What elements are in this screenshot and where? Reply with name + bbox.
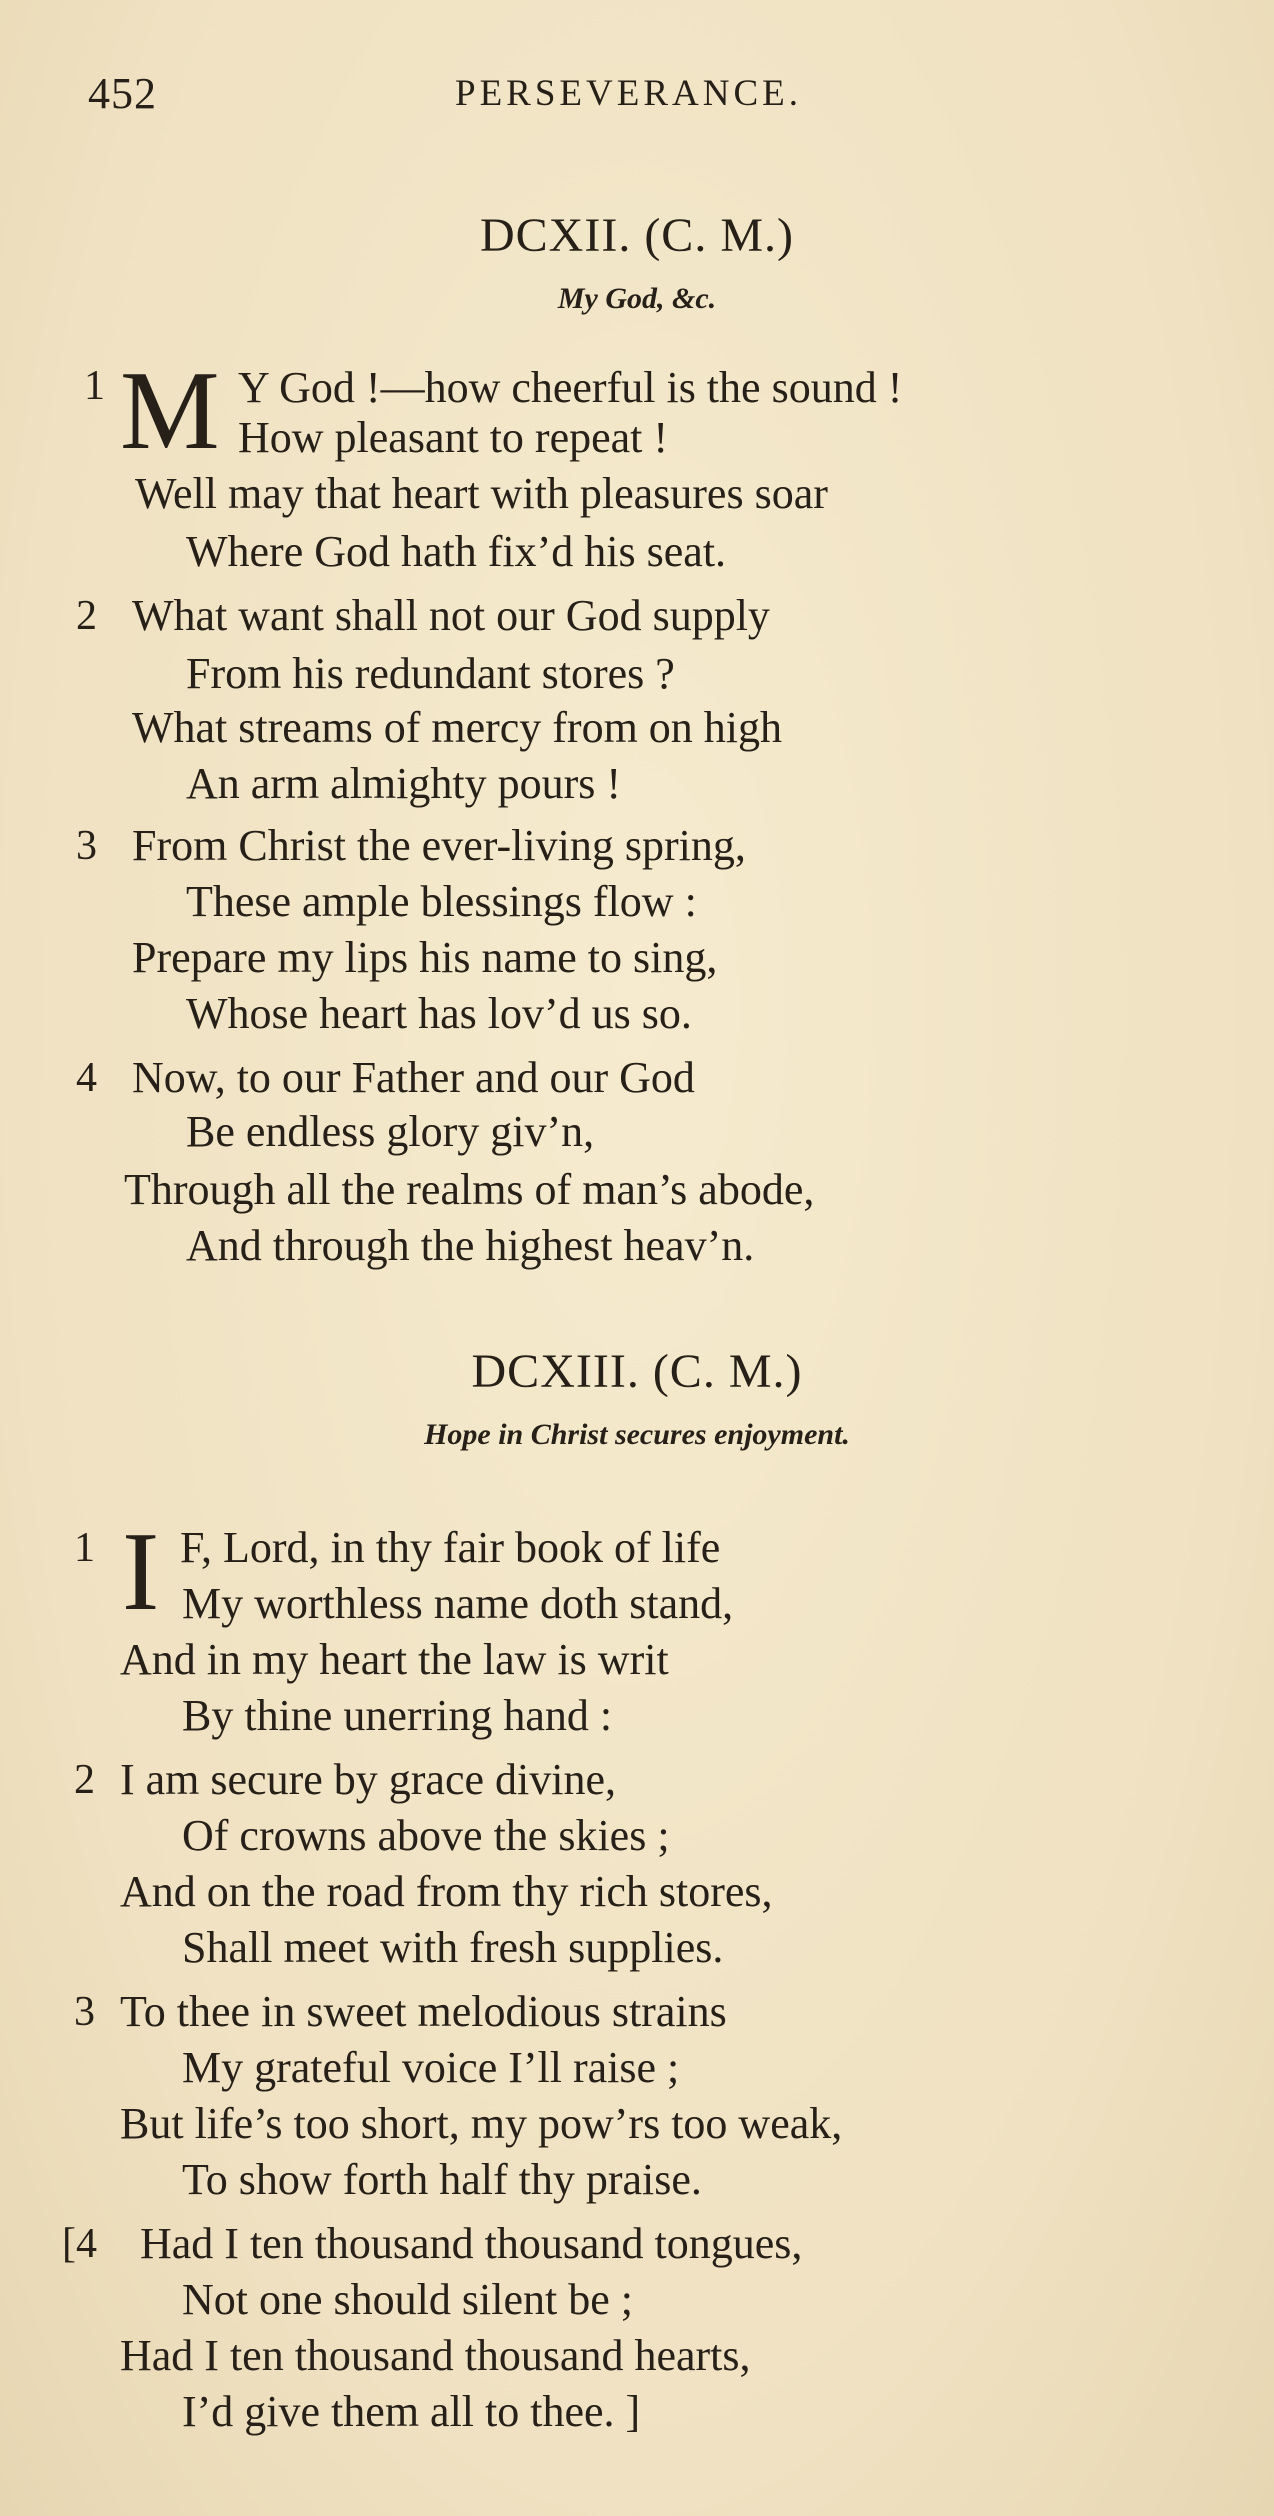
verse-line: What streams of mercy from on high <box>132 703 783 752</box>
verse-line: To show forth half thy praise. <box>182 2155 702 2204</box>
verse-line: What want shall not our God supply <box>132 591 770 640</box>
hymn-number: DCXIII. (C. M.) <box>471 1345 803 1398</box>
verse-line: And through the highest heav’n. <box>186 1221 755 1270</box>
verse-number: 2 <box>76 593 97 639</box>
verse-line: And in my heart the law is writ <box>120 1635 669 1684</box>
verse-line: From Christ the ever-living spring, <box>132 821 746 870</box>
verse-line: To thee in sweet melodious strains <box>120 1987 727 2036</box>
verse-line: And on the road from thy rich stores, <box>120 1867 773 1916</box>
verse-line: My worthless name doth stand, <box>182 1579 734 1628</box>
verse-line: These ample blessings flow : <box>186 877 697 926</box>
verse-line: F, Lord, in thy fair book of life <box>180 1523 721 1572</box>
verse-line: By thine unerring hand : <box>182 1691 613 1740</box>
verse-line: An arm almighty pours ! <box>186 759 622 808</box>
hymn-subtitle: Hope in Christ secures enjoyment. <box>424 1418 850 1451</box>
verse-line: From his redundant stores ? <box>186 649 675 698</box>
verse-line: I’d give them all to thee. ] <box>182 2387 641 2436</box>
verse-line: I am secure by grace divine, <box>120 1755 616 1804</box>
verse-number: 3 <box>76 823 97 869</box>
verse-line: Not one should silent be ; <box>182 2275 633 2324</box>
hymn-subtitle: My God, &c. <box>557 282 717 315</box>
verse-line: Now, to our Father and our God <box>132 1053 695 1102</box>
verse-number: 1 <box>84 363 105 409</box>
verse-line: Where God hath fix’d his seat. <box>186 527 727 576</box>
verse-number: 1 <box>74 1525 95 1571</box>
verse-line: Y God !—how cheerful is the sound ! <box>238 363 903 412</box>
verse-number: 2 <box>74 1757 95 1803</box>
verse-line: Shall meet with fresh supplies. <box>182 1923 724 1972</box>
verse-line: How pleasant to repeat ! <box>238 413 669 462</box>
verse-number: [4 <box>62 2221 97 2267</box>
drop-cap: M <box>120 349 220 473</box>
running-head <box>0 68 1274 128</box>
verse-line: But life’s too short, my pow’rs too weak, <box>120 2099 843 2148</box>
verse-line: Of crowns above the skies ; <box>182 1811 670 1860</box>
verse-line: Had I ten thousand thousand tongues, <box>140 2219 803 2268</box>
verse-line: Prepare my lips his name to sing, <box>132 933 718 982</box>
hymn-number: DCXII. (C. M.) <box>480 209 794 262</box>
verse-line: Through all the realms of man’s abode, <box>124 1165 815 1214</box>
page-number: 452 <box>88 69 157 118</box>
verse-line: Had I ten thousand thousand hearts, <box>120 2331 751 2380</box>
verse-line: Be endless glory giv’n, <box>186 1107 595 1156</box>
running-title: PERSEVERANCE. <box>455 73 803 114</box>
verse-line: Whose heart has lov’d us so. <box>186 989 692 1038</box>
verse-line: Well may that heart with pleasures soar <box>135 469 828 518</box>
drop-cap: I <box>122 1510 160 1634</box>
verse-number: 4 <box>76 1055 97 1101</box>
verse-line: My grateful voice I’ll raise ; <box>182 2043 680 2092</box>
verse-number: 3 <box>74 1989 95 2035</box>
